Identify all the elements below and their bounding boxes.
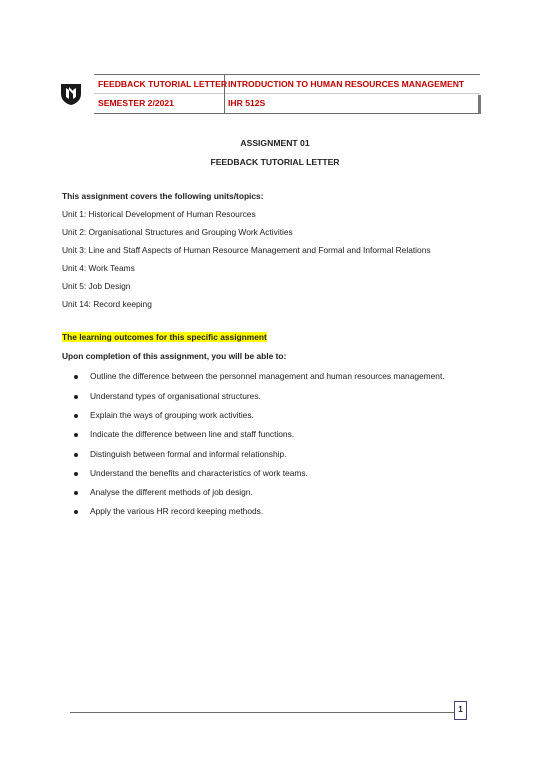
header-rule-middle (94, 93, 480, 94)
header-rule-bottom (94, 113, 480, 114)
unit-item: Unit 5: Job Design (62, 281, 131, 291)
university-logo-icon (58, 80, 84, 106)
header-rule-top (94, 74, 480, 75)
bullet-icon (74, 472, 78, 476)
header-right-edge (478, 95, 481, 114)
bullet-icon (74, 491, 78, 495)
outcomes-intro: Upon completion of this assignment, you will be able to: (62, 351, 287, 361)
header-letter-type: FEEDBACK TUTORIAL LETTER (98, 79, 228, 89)
units-intro: This assignment covers the following units/topics: (62, 191, 264, 201)
outcomes-heading-text: The learning outcomes for this specific assignment (62, 332, 267, 342)
letter-title: FEEDBACK TUTORIAL LETTER (210, 157, 340, 167)
outcome-item: Outline the difference between the personnel management and human resources management. (90, 371, 445, 381)
outcome-item: Analyse the different methods of job design. (90, 487, 253, 497)
outcome-item: Explain the ways of grouping work activities. (90, 410, 254, 420)
outcome-item: Understand types of organisational structures. (90, 391, 261, 401)
header-course-name: INTRODUCTION TO HUMAN RESOURCES MANAGEMENT (228, 79, 465, 89)
outcome-item: Distinguish between formal and informal relationship. (90, 449, 287, 459)
outcome-item: Indicate the difference between line and staff functions. (90, 429, 295, 439)
bullet-icon (74, 510, 78, 514)
bullet-icon (74, 375, 78, 379)
unit-item: Unit 3: Line and Staff Aspects of Human Resource Management and Formal and Informal Relations (62, 245, 431, 255)
bullet-icon (74, 433, 78, 437)
outcome-item: Apply the various HR record keeping methods. (90, 506, 264, 516)
outcome-item: Understand the benefits and characteristics of work teams. (90, 468, 308, 478)
unit-item: Unit 2: Organisational Structures and Grouping Work Activities (62, 227, 293, 237)
bullet-icon (74, 453, 78, 457)
unit-item: Unit 4: Work Teams (62, 263, 135, 273)
unit-item: Unit 14: Record keeping (62, 299, 152, 309)
unit-item: Unit 1: Historical Development of Human Resources (62, 209, 256, 219)
bullet-icon (74, 414, 78, 418)
page-number: 1 (454, 701, 467, 720)
bullet-icon (74, 395, 78, 399)
header-course-code: IHR 512S (228, 98, 266, 108)
footer-rule (70, 712, 454, 713)
header-semester: SEMESTER 2/2021 (98, 98, 174, 108)
assignment-title: ASSIGNMENT 01 (240, 138, 310, 148)
outcomes-heading (62, 332, 267, 342)
